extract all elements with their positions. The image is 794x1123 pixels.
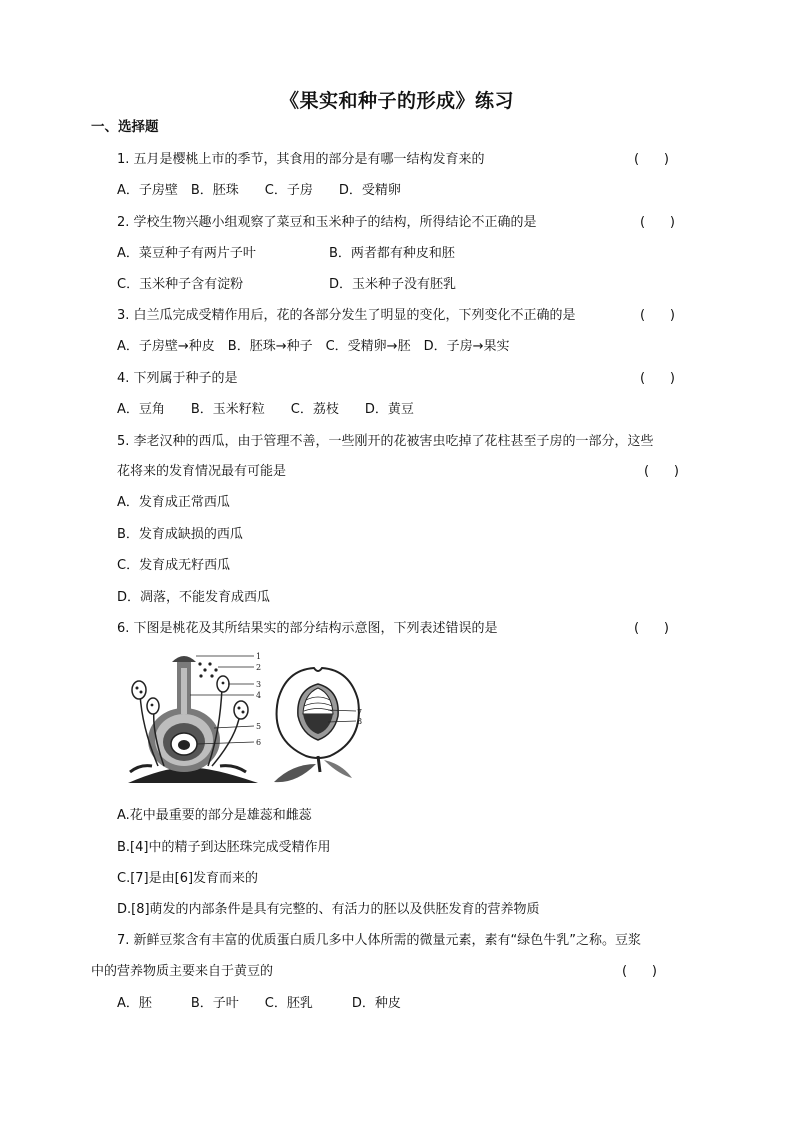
answer-blank-1[interactable]: ( ) [634,152,669,167]
question-6-option-a: A.花中最重要的部分是雄蕊和雌蕊 [117,808,312,823]
question-2-stem: 2. 学校生物兴趣小组观察了菜豆和玉米种子的结构，所得结论不正确的是 [117,215,537,230]
question-1-options: A．子房壁 B．胚珠 C．子房 D．受精卵 [117,183,401,198]
question-2-option-b: B．两者都有种皮和胚 [329,246,455,261]
question-5-option-c: C．发育成无籽西瓜 [117,558,231,573]
question-5-stem-line1: 5. 李老汉种的西瓜，由于管理不善，一些刚开的花被害虫吃掉了花柱甚至子房的一部分，这些 [117,434,654,449]
diagram-label: 6 [256,738,262,747]
diagram-label: 5 [256,722,262,731]
diagram-label: 7 [357,708,363,717]
question-2-option-a: A．菜豆种子有两片子叶 [117,246,256,261]
question-4-stem: 4. 下列属于种子的是 [117,371,238,386]
question-6-option-d: D.[8]萌发的内部条件是具有完整的、有活力的胚以及供胚发育的营养物质 [117,902,540,917]
diagram-label: 1 [256,652,262,661]
question-2-option-c: C．玉米种子含有淀粉 [117,277,244,292]
question-3-options: A．子房壁→种皮 B．胚珠→种子 C．受精卵→胚 D．子房→果实 [117,339,510,354]
question-5-stem-line2: 花将来的发育情况最有可能是 [117,464,287,479]
answer-blank-7[interactable]: ( ) [622,964,657,979]
diagram-label: 3 [256,680,262,689]
diagram-label: 8 [357,717,363,726]
diagram-label: 2 [256,663,262,672]
question-5-option-a: A．发育成正常西瓜 [117,495,230,510]
question-4-options: A．豆角 B．玉米籽粒 C．荔枝 D．黄豆 [117,402,414,417]
question-1-stem: 1. 五月是樱桃上市的季节，其食用的部分是有哪一结构发育来的 [117,152,485,167]
answer-blank-3[interactable]: ( ) [640,308,675,323]
answer-blank-2[interactable]: ( ) [640,215,675,230]
question-5-option-d: D．凋落，不能发育成西瓜 [117,590,271,605]
question-2-option-d: D．玉米种子没有胚乳 [329,277,457,292]
question-7-stem-line2: 中的营养物质主要来自于黄豆的 [91,964,274,979]
peach-fruit-diagram [266,660,370,784]
question-3-stem: 3. 白兰瓜完成受精作用后，花的各部分发生了明显的变化，下列变化不正确的是 [117,308,576,323]
question-7-options: A．胚 B．子叶 C．胚乳 D．种皮 [117,996,401,1011]
answer-blank-5[interactable]: ( ) [644,464,679,479]
question-7-stem-line1: 7. 新鲜豆浆含有丰富的优质蛋白质几多中人体所需的微量元素，素有“绿色牛乳”之称。豆浆 [117,933,642,948]
question-6-option-c: C.[7]是由[6]发育而来的 [117,871,259,886]
page-title: 《果实和种子的形成》练习 [279,90,514,112]
question-6-option-b: B.[4]中的精子到达胚珠完成受精作用 [117,840,331,855]
peach-flower-diagram [108,648,268,788]
diagram-label: 4 [256,691,262,700]
question-6-stem: 6. 下图是桃花及其所结果实的部分结构示意图，下列表述错误的是 [117,621,498,636]
answer-blank-4[interactable]: ( ) [640,371,675,386]
question-5-option-b: B．发育成缺损的西瓜 [117,527,243,542]
answer-blank-6[interactable]: ( ) [634,621,669,636]
section-heading: 一、选择题 [91,119,159,135]
